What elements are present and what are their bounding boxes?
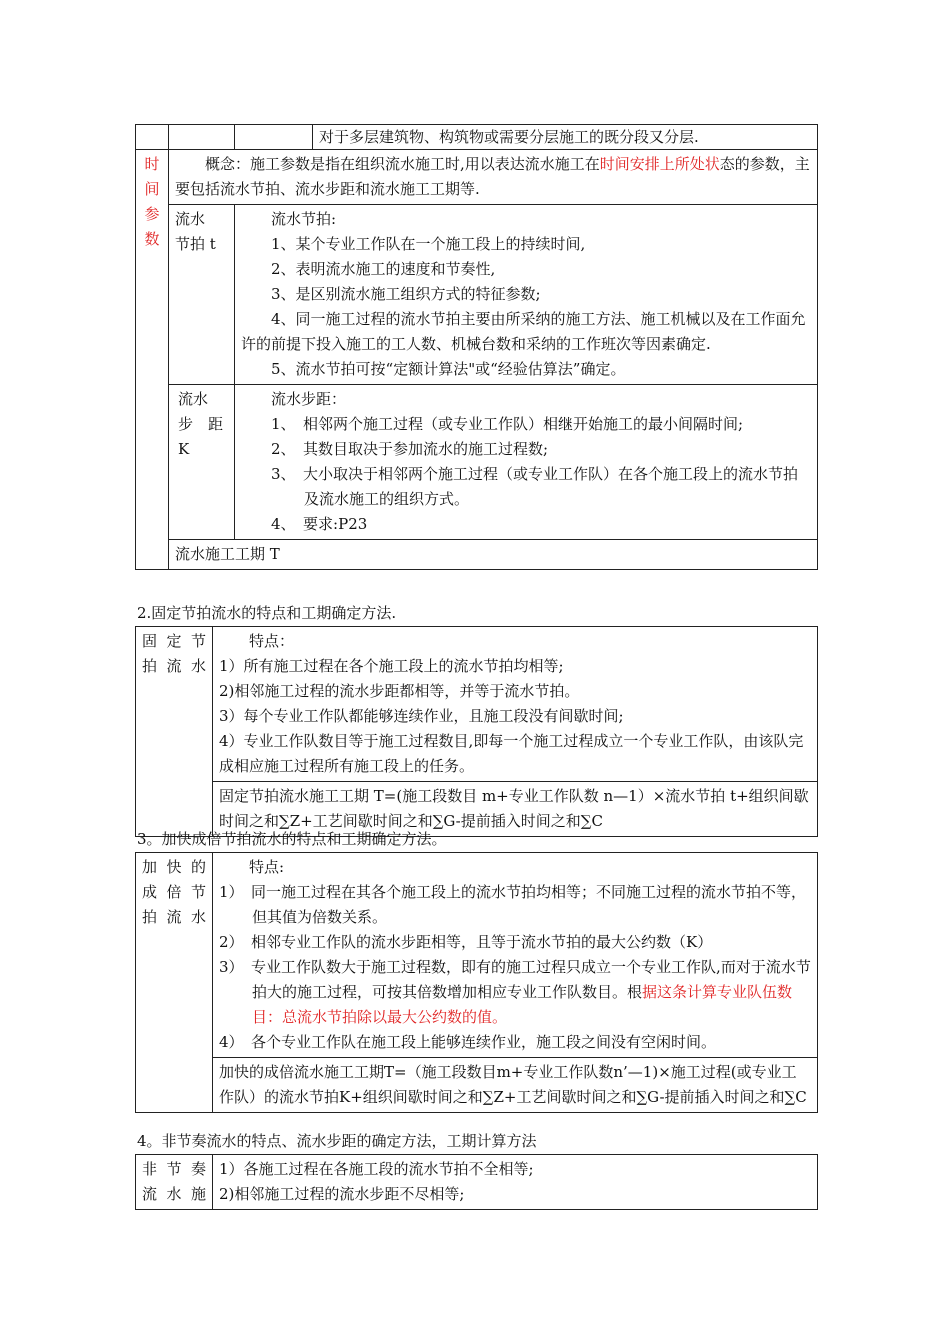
time-parameters-label: 时 间 参 数 <box>136 150 169 570</box>
non-rhythmic-label: 非节奏 流水施 <box>136 1155 213 1210</box>
concept-row <box>136 150 818 205</box>
fixed-beat-table <box>135 626 818 837</box>
step-content <box>235 385 818 540</box>
time-parameters-table <box>135 124 818 570</box>
accelerated-formula-row <box>136 1058 818 1113</box>
accelerated-features-row <box>136 853 818 1058</box>
list-item: 2、表明流水施工的速度和节奏性, <box>271 260 496 278</box>
beat-row <box>136 205 818 385</box>
list-item: 1）所有施工过程在各个施工段上的流水节拍均相等; <box>219 657 564 675</box>
concept-highlight: 时间安排上所处状 <box>599 155 720 173</box>
beat-content <box>235 205 818 385</box>
features-title: 特点： <box>249 632 295 650</box>
accelerated-beat-table <box>135 852 818 1113</box>
list-item: 5、流水节拍可按“定额计算法"或“经验估算法”确定。 <box>271 360 626 378</box>
fixed-beat-formula: 固定节拍流水施工工期 T=(施工段数目 m+专业工作队数 n—1）×流水节拍 t+组织间歇时间之和∑Z+工艺间歇时间之和∑G-提前插入时间之和∑C <box>213 782 818 837</box>
list-item: 1） 同一施工过程在其各个施工段上的流水节拍均相等；不同施工过程的流水节拍不等，但其值为倍数关系。 <box>219 883 807 926</box>
highlighted-note: 据这条计算专业队伍数目：总流水节拍除以最大公约数的值。 <box>252 983 793 1026</box>
features-title: 特点: <box>249 858 285 876</box>
step-title: 流水步距： <box>271 390 347 408</box>
beat-title: 流水节拍: <box>271 210 337 228</box>
list-item: 4） 各个专业工作队在施工段上能够连续作业，施工段之间没有空闲时间。 <box>219 1033 717 1051</box>
continuation-text: 对于多层建筑物、构筑物或需要分层施工的既分段又分层. <box>313 125 818 150</box>
list-item: 2)相邻施工过程的流水步距都相等，并等于流水节拍。 <box>219 682 580 700</box>
fixed-beat-label: 固定节 拍流水 <box>136 627 213 837</box>
list-item: 3） 专业工作队数大于施工过程数，即有的施工过程只成立一个专业工作队,而对于流水节拍大的施工过程，可按其倍数增加相应专业工作队数目。根据这条计算专业队伍数目：总流水节拍除以最大公约数的值。 <box>219 958 811 1026</box>
list-item: 4）专业工作队数目等于施工过程数目,即每一个施工过程成立一个专业工作队，由该队完成相应施工过程所有施工段上的任务。 <box>219 732 804 775</box>
heading-non-rhythmic: 4。非节奏流水的特点、流水步距的确定方法，工期计算方法 <box>137 1132 537 1150</box>
non-rhythmic-row <box>136 1155 818 1210</box>
step-row <box>136 385 818 540</box>
non-rhythmic-table <box>135 1154 818 1210</box>
list-item: 3、是区别流水施工组织方式的特征参数; <box>271 285 541 303</box>
list-item: 4、同一施工过程的流水节拍主要由所采纳的施工方法、施工机械以及在工作面允许的前提下投入施工的工人数、机械台数和采纳的工作班次等因素确定. <box>241 310 806 353</box>
list-item: 1、 相邻两个施工过程（或专业工作队）相继开始施工的最小间隔时间; <box>271 415 744 433</box>
fixed-beat-features <box>213 627 818 782</box>
continuation-row <box>136 125 818 150</box>
heading-fixed-beat: 2.固定节拍流水的特点和工期确定方法. <box>137 604 397 622</box>
period-row <box>136 540 818 570</box>
list-item: 2)相邻施工过程的流水步距不尽相等; <box>219 1185 465 1203</box>
accelerated-formula: 加快的成倍流水施工工期T=（施工段数目m+专业工作队数n’—1)×施工过程(或专业工作队）的流水节拍K+组织间歇时间之和∑Z+工艺间歇时间之和∑G-提前插入时间之和∑C <box>213 1058 818 1113</box>
heading-accelerated: 3。加快成倍节拍流水的特点和工期确定方法。 <box>137 830 447 848</box>
list-item: 2、 其数目取决于参加流水的施工过程数; <box>271 440 549 458</box>
beat-label: 流水 节拍 t <box>169 205 235 385</box>
list-item: 2） 相邻专业工作队的流水步距相等，且等于流水节拍的最大公约数（K） <box>219 933 713 951</box>
list-item: 1、某个专业工作队在一个施工段上的持续时间, <box>271 235 586 253</box>
fixed-beat-features-row <box>136 627 818 782</box>
list-item: 3、 大小取决于相邻两个施工过程（或专业工作队）在各个施工段上的流水节拍及流水施工的组织方式。 <box>271 465 799 508</box>
step-label: 流水 步 距 K <box>169 385 235 540</box>
non-rhythmic-features <box>213 1155 818 1210</box>
list-item: 4、 要求:P23 <box>271 515 368 533</box>
period-cell: 流水施工工期 T <box>169 540 818 570</box>
accelerated-label: 加快的 成倍节 拍流水 <box>136 853 213 1113</box>
accelerated-features <box>213 853 818 1058</box>
list-item: 3）每个专业工作队都能够连续作业，且施工段没有间歇时间; <box>219 707 624 725</box>
list-item: 1）各施工过程在各施工段的流水节拍不全相等; <box>219 1160 534 1178</box>
concept-cell: 概念：施工参数是指在组织流水施工时,用以表达流水施工在时间安排上所处状态的参数，主要包括流水节拍、流水步距和流水施工工期等. <box>169 150 818 205</box>
